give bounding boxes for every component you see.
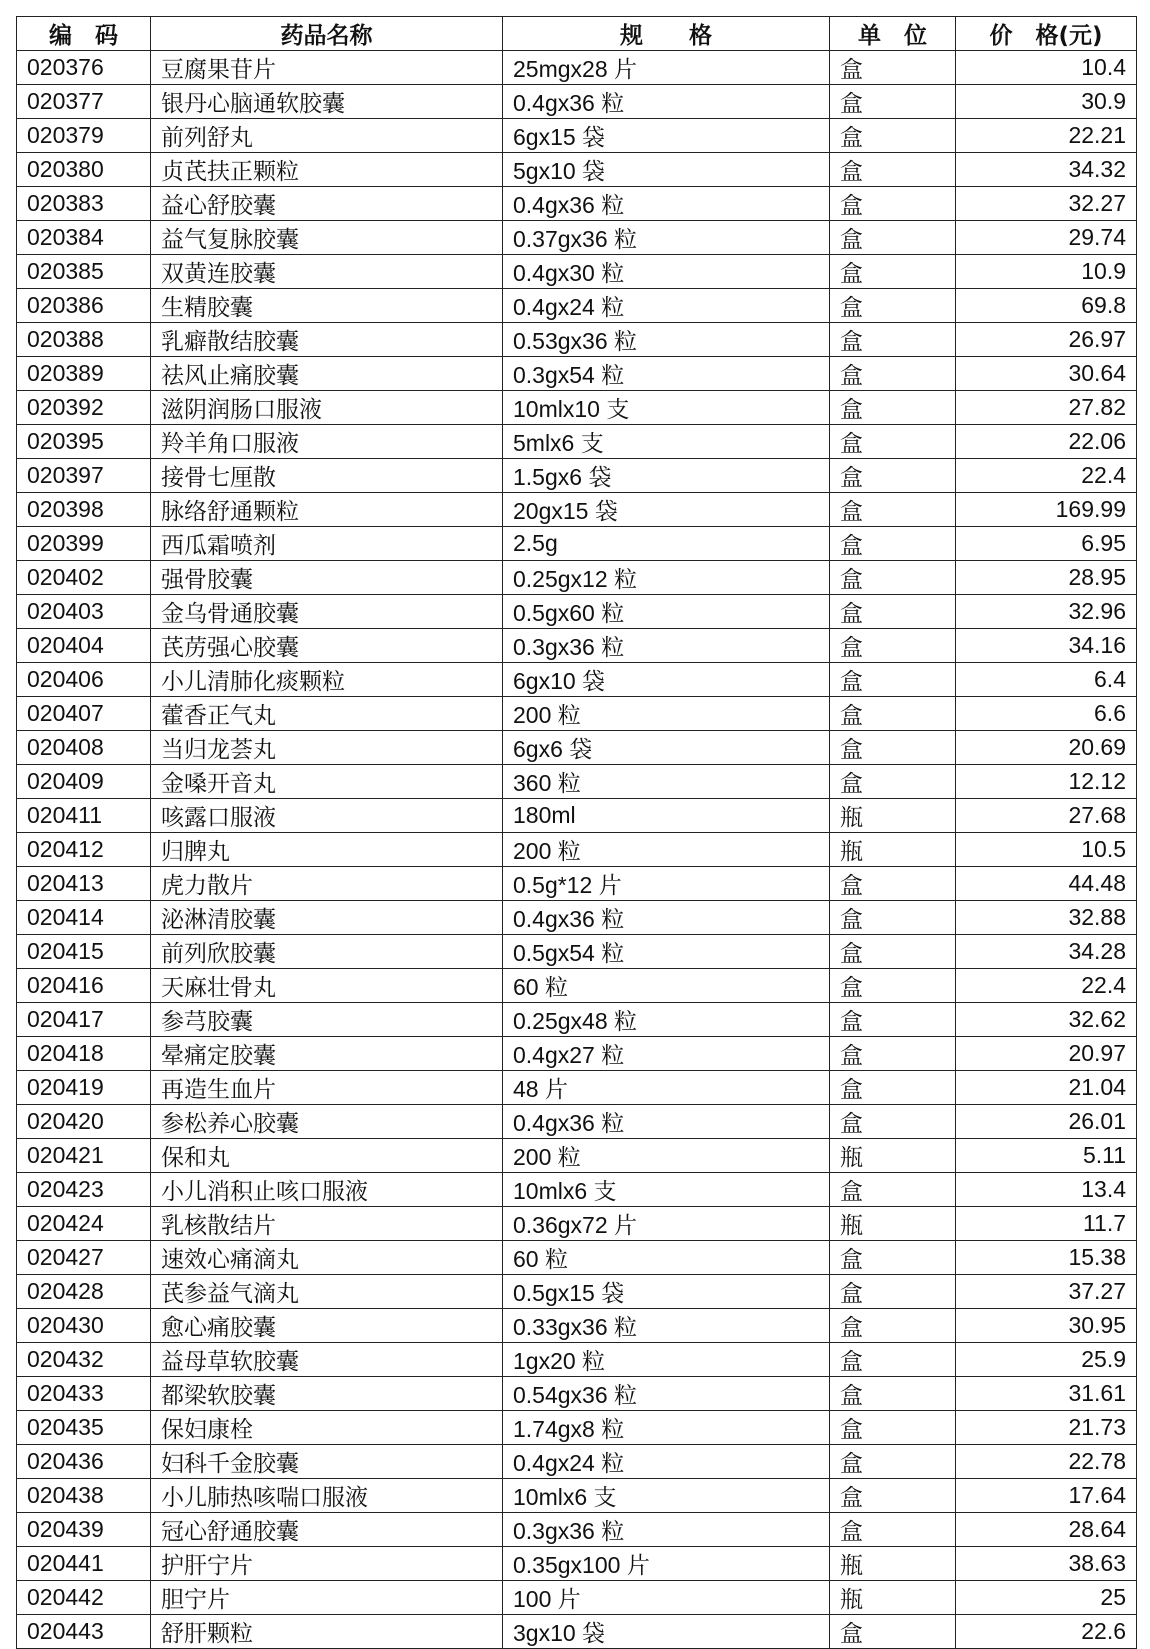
cell-price: 27.82 [956,391,1137,425]
cell-price: 27.68 [956,799,1137,833]
cell-drug-name: 舒肝颗粒 [151,1615,503,1649]
cell-code: 020399 [17,527,151,561]
cell-drug-name: 祛风止痛胶囊 [151,357,503,391]
table-row [17,1513,1137,1547]
cell-spec: 6gx6 袋 [503,731,830,765]
cell-drug-name: 羚羊角口服液 [151,425,503,459]
cell-code: 020416 [17,969,151,1003]
table-row [17,255,1137,289]
cell-code: 020443 [17,1615,151,1649]
cell-unit: 盒 [830,1479,956,1513]
cell-spec: 0.4gx24 粒 [503,1445,830,1479]
cell-unit: 盒 [830,493,956,527]
cell-spec: 60 粒 [503,969,830,1003]
cell-price: 17.64 [956,1479,1137,1513]
cell-spec: 10mlx6 支 [503,1173,830,1207]
cell-code: 020438 [17,1479,151,1513]
cell-code: 020423 [17,1173,151,1207]
table-row [17,119,1137,153]
cell-unit: 盒 [830,697,956,731]
cell-price: 10.5 [956,833,1137,867]
cell-unit: 盒 [830,901,956,935]
table-row [17,357,1137,391]
cell-unit: 盒 [830,969,956,1003]
cell-drug-name: 接骨七厘散 [151,459,503,493]
cell-code: 020414 [17,901,151,935]
cell-unit: 盒 [830,51,956,85]
cell-price: 38.63 [956,1547,1137,1581]
cell-unit: 盒 [830,1037,956,1071]
cell-code: 020432 [17,1343,151,1377]
cell-unit: 盒 [830,1343,956,1377]
cell-code: 020413 [17,867,151,901]
cell-price: 22.4 [956,969,1137,1003]
cell-spec: 25mgx28 片 [503,51,830,85]
header-code: 编 码 [17,17,151,51]
cell-price: 69.8 [956,289,1137,323]
cell-spec: 0.54gx36 粒 [503,1377,830,1411]
cell-drug-name: 西瓜霜喷剂 [151,527,503,561]
cell-drug-name: 护肝宁片 [151,1547,503,1581]
cell-unit: 盒 [830,1411,956,1445]
table-row [17,1479,1137,1513]
drug-price-table [16,16,1137,1649]
cell-price: 34.28 [956,935,1137,969]
cell-drug-name: 晕痛定胶囊 [151,1037,503,1071]
table-row [17,935,1137,969]
cell-spec: 0.25gx12 粒 [503,561,830,595]
header-name: 药品名称 [151,17,503,51]
cell-unit: 盒 [830,731,956,765]
cell-unit: 盒 [830,1513,956,1547]
cell-spec: 200 粒 [503,1139,830,1173]
cell-drug-name: 咳露口服液 [151,799,503,833]
table-row [17,1343,1137,1377]
cell-spec: 0.4gx24 粒 [503,289,830,323]
cell-code: 020384 [17,221,151,255]
cell-price: 22.78 [956,1445,1137,1479]
cell-drug-name: 芪参益气滴丸 [151,1275,503,1309]
cell-code: 020421 [17,1139,151,1173]
cell-code: 020388 [17,323,151,357]
cell-price: 32.62 [956,1003,1137,1037]
cell-unit: 盒 [830,221,956,255]
cell-unit: 盒 [830,561,956,595]
cell-spec: 10mlx10 支 [503,391,830,425]
cell-spec: 48 片 [503,1071,830,1105]
cell-drug-name: 益气复脉胶囊 [151,221,503,255]
table-row [17,391,1137,425]
cell-code: 020389 [17,357,151,391]
cell-spec: 6gx10 袋 [503,663,830,697]
cell-price: 25 [956,1581,1137,1615]
cell-unit: 盒 [830,459,956,493]
cell-spec: 0.4gx36 粒 [503,901,830,935]
cell-unit: 瓶 [830,799,956,833]
cell-unit: 盒 [830,1615,956,1649]
cell-drug-name: 豆腐果苷片 [151,51,503,85]
cell-unit: 盒 [830,1377,956,1411]
cell-price: 6.95 [956,527,1137,561]
cell-code: 020436 [17,1445,151,1479]
cell-code: 020377 [17,85,151,119]
cell-drug-name: 前列欣胶囊 [151,935,503,969]
cell-unit: 盒 [830,1445,956,1479]
cell-code: 020424 [17,1207,151,1241]
cell-price: 31.61 [956,1377,1137,1411]
cell-drug-name: 益心舒胶囊 [151,187,503,221]
cell-code: 020379 [17,119,151,153]
cell-drug-name: 保和丸 [151,1139,503,1173]
table-row [17,1547,1137,1581]
cell-spec: 0.35gx100 片 [503,1547,830,1581]
table-row [17,1173,1137,1207]
cell-code: 020380 [17,153,151,187]
table-row [17,1615,1137,1649]
cell-spec: 60 粒 [503,1241,830,1275]
cell-code: 020435 [17,1411,151,1445]
table-row [17,629,1137,663]
cell-price: 30.9 [956,85,1137,119]
cell-spec: 3gx10 袋 [503,1615,830,1649]
cell-spec: 0.3gx36 粒 [503,1513,830,1547]
cell-drug-name: 保妇康栓 [151,1411,503,1445]
cell-spec: 100 片 [503,1581,830,1615]
cell-code: 020418 [17,1037,151,1071]
table-row [17,187,1137,221]
cell-drug-name: 金乌骨通胶囊 [151,595,503,629]
cell-price: 20.97 [956,1037,1137,1071]
cell-drug-name: 虎力散片 [151,867,503,901]
cell-spec: 2.5g [503,527,830,561]
cell-drug-name: 速效心痛滴丸 [151,1241,503,1275]
table-row [17,561,1137,595]
cell-code: 020386 [17,289,151,323]
cell-unit: 盒 [830,629,956,663]
cell-code: 020412 [17,833,151,867]
cell-code: 020428 [17,1275,151,1309]
cell-unit: 瓶 [830,1139,956,1173]
cell-drug-name: 归脾丸 [151,833,503,867]
cell-code: 020408 [17,731,151,765]
cell-code: 020433 [17,1377,151,1411]
cell-drug-name: 益母草软胶囊 [151,1343,503,1377]
cell-price: 15.38 [956,1241,1137,1275]
cell-drug-name: 芪苈强心胶囊 [151,629,503,663]
cell-unit: 盒 [830,391,956,425]
table-row [17,1207,1137,1241]
cell-price: 26.97 [956,323,1137,357]
cell-drug-name: 强骨胶囊 [151,561,503,595]
cell-spec: 0.3gx36 粒 [503,629,830,663]
cell-price: 6.4 [956,663,1137,697]
cell-unit: 瓶 [830,1581,956,1615]
cell-code: 020441 [17,1547,151,1581]
table-row [17,1241,1137,1275]
cell-spec: 360 粒 [503,765,830,799]
cell-drug-name: 前列舒丸 [151,119,503,153]
cell-drug-name: 小儿消积止咳口服液 [151,1173,503,1207]
cell-price: 30.64 [956,357,1137,391]
table-row [17,969,1137,1003]
cell-unit: 盒 [830,1105,956,1139]
cell-drug-name: 双黄连胶囊 [151,255,503,289]
cell-unit: 盒 [830,867,956,901]
cell-unit: 盒 [830,527,956,561]
cell-spec: 5mlx6 支 [503,425,830,459]
table-row [17,867,1137,901]
cell-price: 37.27 [956,1275,1137,1309]
cell-unit: 盒 [830,1071,956,1105]
cell-code: 020411 [17,799,151,833]
cell-drug-name: 小儿清肺化痰颗粒 [151,663,503,697]
cell-code: 020402 [17,561,151,595]
cell-code: 020420 [17,1105,151,1139]
cell-unit: 盒 [830,935,956,969]
cell-price: 26.01 [956,1105,1137,1139]
cell-spec: 200 粒 [503,833,830,867]
cell-drug-name: 都梁软胶囊 [151,1377,503,1411]
cell-code: 020406 [17,663,151,697]
cell-unit: 盒 [830,187,956,221]
cell-spec: 1.5gx6 袋 [503,459,830,493]
cell-price: 32.88 [956,901,1137,935]
cell-spec: 180ml [503,799,830,833]
cell-spec: 0.33gx36 粒 [503,1309,830,1343]
cell-spec: 0.3gx54 粒 [503,357,830,391]
table-row [17,493,1137,527]
cell-price: 29.74 [956,221,1137,255]
cell-unit: 盒 [830,357,956,391]
cell-code: 020415 [17,935,151,969]
table-row [17,1071,1137,1105]
cell-price: 22.4 [956,459,1137,493]
cell-spec: 0.37gx36 粒 [503,221,830,255]
cell-drug-name: 当归龙荟丸 [151,731,503,765]
table-row [17,1037,1137,1071]
cell-code: 020417 [17,1003,151,1037]
cell-spec: 6gx15 袋 [503,119,830,153]
cell-drug-name: 泌淋清胶囊 [151,901,503,935]
cell-code: 020383 [17,187,151,221]
table-row [17,1377,1137,1411]
table-row [17,1105,1137,1139]
cell-spec: 0.4gx36 粒 [503,1105,830,1139]
cell-drug-name: 天麻壮骨丸 [151,969,503,1003]
cell-code: 020404 [17,629,151,663]
table-row [17,663,1137,697]
cell-spec: 10mlx6 支 [503,1479,830,1513]
cell-code: 020395 [17,425,151,459]
cell-unit: 盒 [830,1309,956,1343]
cell-price: 12.12 [956,765,1137,799]
cell-spec: 1gx20 粒 [503,1343,830,1377]
cell-unit: 盒 [830,85,956,119]
cell-unit: 盒 [830,1173,956,1207]
table-row [17,1309,1137,1343]
table-row [17,1003,1137,1037]
cell-unit: 盒 [830,323,956,357]
cell-code: 020385 [17,255,151,289]
table-row [17,595,1137,629]
cell-price: 30.95 [956,1309,1137,1343]
cell-price: 28.95 [956,561,1137,595]
cell-code: 020397 [17,459,151,493]
cell-price: 44.48 [956,867,1137,901]
cell-price: 22.21 [956,119,1137,153]
cell-price: 25.9 [956,1343,1137,1377]
cell-price: 32.27 [956,187,1137,221]
cell-unit: 盒 [830,595,956,629]
cell-code: 020398 [17,493,151,527]
cell-drug-name: 参芎胶囊 [151,1003,503,1037]
cell-price: 20.69 [956,731,1137,765]
cell-code: 020427 [17,1241,151,1275]
cell-spec: 0.4gx36 粒 [503,85,830,119]
cell-price: 13.4 [956,1173,1137,1207]
cell-code: 020376 [17,51,151,85]
table-row [17,1411,1137,1445]
cell-drug-name: 胆宁片 [151,1581,503,1615]
cell-drug-name: 乳癖散结胶囊 [151,323,503,357]
cell-unit: 盒 [830,153,956,187]
cell-spec: 0.4gx27 粒 [503,1037,830,1071]
table-row [17,527,1137,561]
cell-code: 020403 [17,595,151,629]
cell-price: 10.9 [956,255,1137,289]
cell-unit: 盒 [830,765,956,799]
cell-spec: 0.36gx72 片 [503,1207,830,1241]
cell-unit: 盒 [830,1275,956,1309]
cell-spec: 0.53gx36 粒 [503,323,830,357]
cell-price: 22.6 [956,1615,1137,1649]
cell-drug-name: 生精胶囊 [151,289,503,323]
cell-drug-name: 冠心舒通胶囊 [151,1513,503,1547]
table-row [17,85,1137,119]
cell-price: 28.64 [956,1513,1137,1547]
cell-drug-name: 滋阴润肠口服液 [151,391,503,425]
cell-price: 34.16 [956,629,1137,663]
cell-unit: 瓶 [830,833,956,867]
cell-drug-name: 藿香正气丸 [151,697,503,731]
cell-drug-name: 小儿肺热咳喘口服液 [151,1479,503,1513]
cell-unit: 盒 [830,119,956,153]
cell-code: 020439 [17,1513,151,1547]
table-row [17,901,1137,935]
cell-price: 5.11 [956,1139,1137,1173]
header-spec: 规 格 [503,17,830,51]
table-row [17,323,1137,357]
cell-drug-name: 贞芪扶正颗粒 [151,153,503,187]
cell-unit: 盒 [830,663,956,697]
cell-spec: 0.5gx60 粒 [503,595,830,629]
cell-unit: 瓶 [830,1207,956,1241]
cell-drug-name: 参松养心胶囊 [151,1105,503,1139]
table-row [17,221,1137,255]
table-row [17,51,1137,85]
table-row [17,731,1137,765]
cell-spec: 200 粒 [503,697,830,731]
cell-price: 169.99 [956,493,1137,527]
header-price: 价 格(元) [956,17,1137,51]
table-row [17,765,1137,799]
cell-drug-name: 脉络舒通颗粒 [151,493,503,527]
cell-price: 32.96 [956,595,1137,629]
table-row [17,833,1137,867]
cell-spec: 0.25gx48 粒 [503,1003,830,1037]
cell-price: 21.73 [956,1411,1137,1445]
cell-code: 020392 [17,391,151,425]
cell-unit: 盒 [830,255,956,289]
cell-spec: 0.5g*12 片 [503,867,830,901]
cell-spec: 0.4gx36 粒 [503,187,830,221]
cell-unit: 瓶 [830,1547,956,1581]
cell-unit: 盒 [830,425,956,459]
table-row [17,697,1137,731]
table-body [17,51,1137,1649]
cell-price: 6.6 [956,697,1137,731]
cell-code: 020419 [17,1071,151,1105]
cell-drug-name: 妇科千金胶囊 [151,1445,503,1479]
table-row [17,459,1137,493]
cell-drug-name: 金嗓开音丸 [151,765,503,799]
table-row [17,289,1137,323]
table-row [17,1275,1137,1309]
cell-unit: 盒 [830,1241,956,1275]
table-row [17,425,1137,459]
cell-spec: 20gx15 袋 [503,493,830,527]
table-row [17,1445,1137,1479]
cell-unit: 盒 [830,1003,956,1037]
table-header [17,17,1137,51]
header-unit: 单 位 [830,17,956,51]
cell-price: 22.06 [956,425,1137,459]
cell-spec: 0.5gx54 粒 [503,935,830,969]
cell-code: 020442 [17,1581,151,1615]
header-row [17,17,1137,51]
cell-drug-name: 愈心痛胶囊 [151,1309,503,1343]
cell-spec: 1.74gx8 粒 [503,1411,830,1445]
cell-price: 34.32 [956,153,1137,187]
cell-drug-name: 乳核散结片 [151,1207,503,1241]
table-row [17,1139,1137,1173]
cell-spec: 0.5gx15 袋 [503,1275,830,1309]
cell-code: 020407 [17,697,151,731]
cell-code: 020430 [17,1309,151,1343]
cell-unit: 盒 [830,289,956,323]
cell-spec: 0.4gx30 粒 [503,255,830,289]
cell-drug-name: 银丹心脑通软胶囊 [151,85,503,119]
cell-code: 020409 [17,765,151,799]
table-row [17,1581,1137,1615]
table-row [17,153,1137,187]
cell-spec: 5gx10 袋 [503,153,830,187]
cell-price: 10.4 [956,51,1137,85]
cell-price: 21.04 [956,1071,1137,1105]
table-row [17,799,1137,833]
cell-price: 11.7 [956,1207,1137,1241]
cell-drug-name: 再造生血片 [151,1071,503,1105]
